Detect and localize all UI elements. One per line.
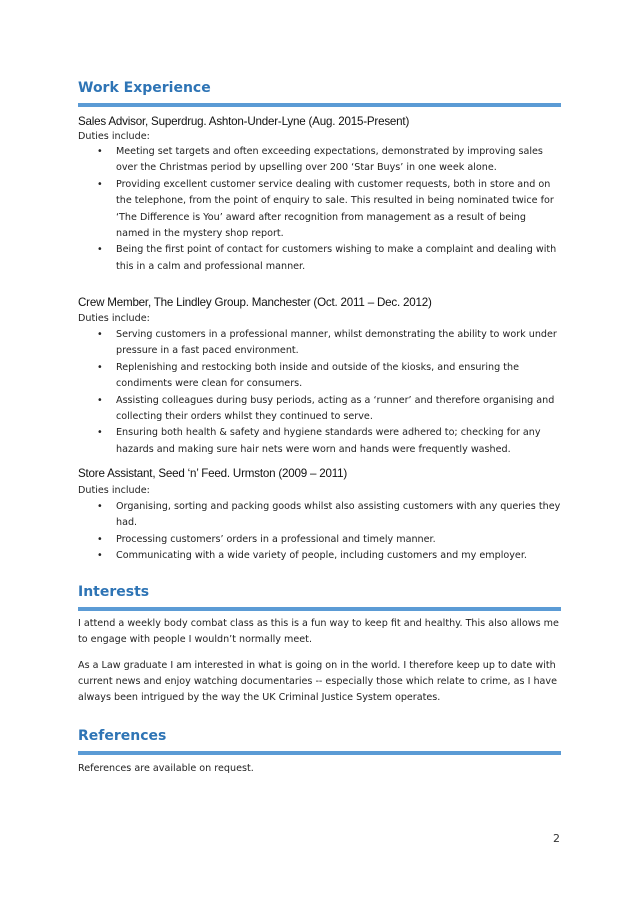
bullet-icon: • [97, 533, 103, 545]
interests-rule [78, 607, 561, 611]
list-item: • Serving customers in a professional manner, whilst demonstrating the ability to work under pressure in a fast paced environment. [97, 329, 557, 357]
duties-list-seed-n-feed [78, 499, 561, 565]
interests-paragraph-2: As a Law graduate I am interested in what is going on in the world. I therefore keep up to date with current news and enjoy watching documentaries -- especially those which relate to crime, as I have always been intrigued by the way the UK Criminal Justice System operates. [78, 660, 558, 703]
bullet-icon: • [97, 244, 103, 256]
bullet-icon: • [97, 394, 103, 406]
list-item: • Assisting colleagues during busy periods, acting as a ‘runner’ and therefore organising and collecting their orders whilst they continued to serve. [97, 394, 555, 423]
references-text: References are available on request. [78, 763, 254, 774]
work-experience-rule [78, 103, 561, 107]
list-item: • Processing customers’ orders in a professional and timely manner. [78, 532, 561, 548]
bullet-icon: • [97, 329, 103, 340]
references-rule [78, 751, 561, 755]
interests-heading: Interests [78, 584, 150, 600]
bullet-icon: • [97, 427, 103, 439]
list-item: • Replenishing and restocking both inside and outside of the kiosks, and ensuring the condiments were clean for consumers. [97, 361, 519, 390]
list-item: • Meeting set targets and often exceeding expectations, demonstrated by improving sales over the Christmas period by upselling over 200 ‘Star Buys’ in one week alone. [97, 146, 543, 174]
bullet-icon: • [97, 550, 103, 562]
duties-label: Duties include: [78, 131, 150, 142]
duties-list-lindley [78, 327, 561, 458]
bullet-icon: • [97, 501, 103, 512]
list-item: • Organising, sorting and packing goods whilst also assisting customers with any queries they had. [97, 501, 561, 529]
duties-label: Duties include: [78, 485, 150, 496]
references-heading: References [78, 728, 167, 744]
bullet-icon: • [97, 178, 103, 190]
page-number: 2 [553, 832, 560, 845]
list-item: • Communicating with a wide variety of people, including customers and my employer. [78, 548, 561, 564]
work-experience-heading: Work Experience [78, 80, 211, 96]
duties-list-superdrug [78, 144, 561, 275]
job-title-lindley: Crew Member, The Lindley Group. Manchester (Oct. 2011 – Dec. 2012) [78, 296, 432, 309]
interests-paragraph-1: I attend a weekly body combat class as this is a fun way to keep fit and healthy. This also allows me to engage with people I wouldn’t normally meet. [78, 618, 559, 645]
list-item: • Providing excellent customer service dealing with customer requests, both in store and on the telephone, from the point of enquiry to sale. This resulted in being nominated twice for ‘The Difference is You’ award after recognition from management as a result of being named in the mystery shop report. [97, 178, 554, 240]
list-item: • Ensuring both health & safety and hygiene standards were adhered to; checking for any hazards and making sure hair nets were worn and hands were frequently washed. [97, 427, 541, 455]
bullet-icon: • [97, 146, 103, 157]
duties-label: Duties include: [78, 313, 150, 324]
bullet-icon: • [97, 361, 103, 373]
job-title-superdrug: Sales Advisor, Superdrug. Ashton-Under-Lyne (Aug. 2015-Present) [78, 115, 410, 128]
list-item: • Being the first point of contact for customers wishing to make a complaint and dealing with this in a calm and professional manner. [97, 244, 557, 272]
job-title-seed-n-feed: Store Assistant, Seed ‘n’ Feed. Urmston (2009 – 2011) [78, 467, 348, 480]
